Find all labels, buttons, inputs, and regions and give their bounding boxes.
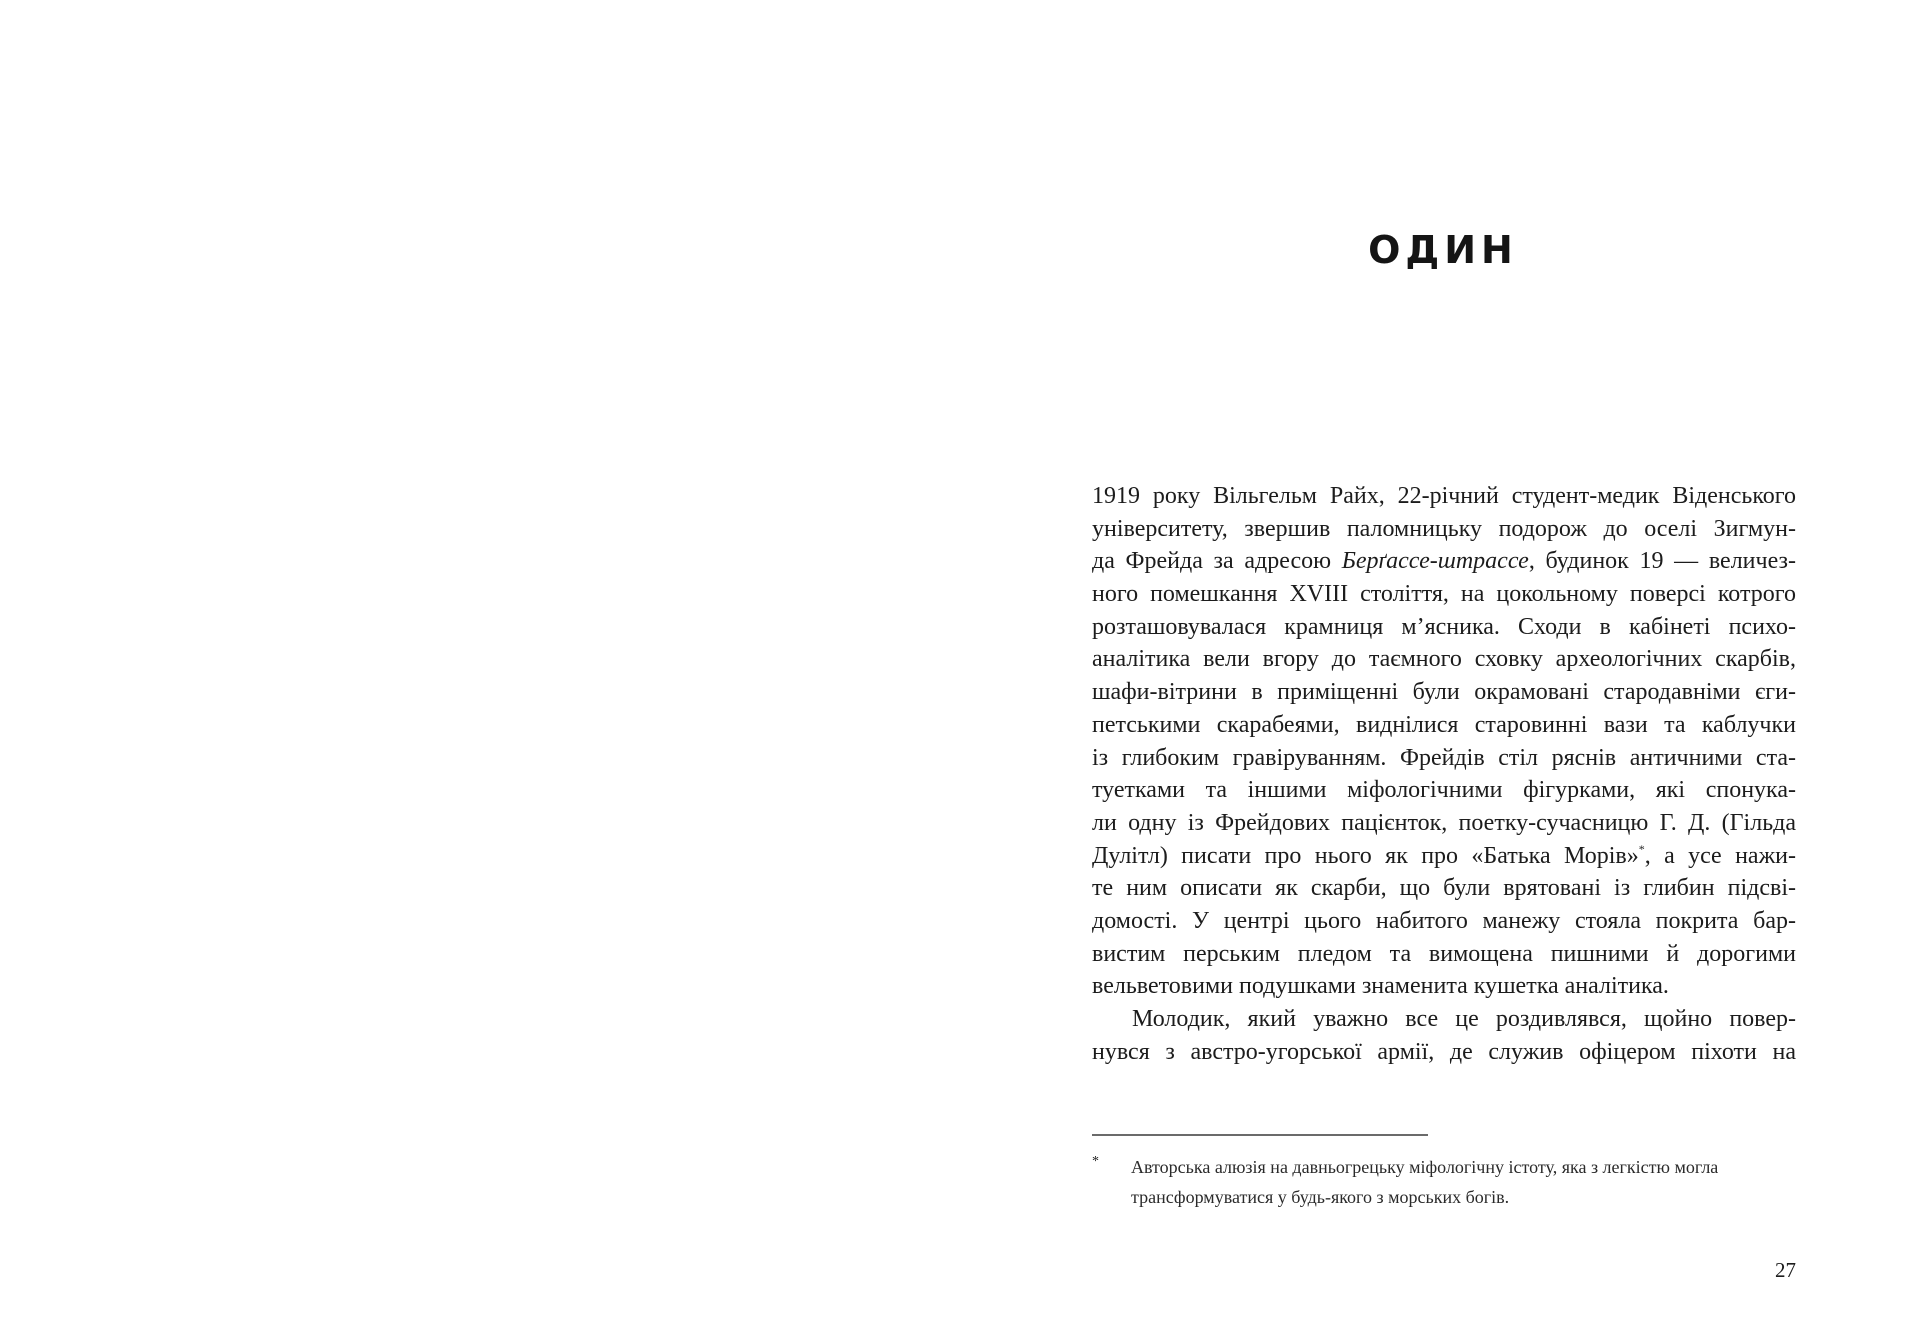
text-line: туетками та іншими міфологічними фігурками, які спонука- [1092,777,1796,804]
footnote-text: Авторська алюзія на давньогрецьку міфологічну істоту, яка з легкістю могла трансформуватися у будь-якого з морських богів. [1131,1157,1719,1207]
text-line: шафи-вітрини в приміщенні були окрамовані стародавніми єги- [1092,679,1796,706]
text-line: Молодик, який уважно все це роздивлявся, щойно повер- [1132,1006,1796,1032]
street-name-italic: Берґассе-штрассе [1341,548,1529,575]
text-line [1092,545,1796,578]
text-line: те ним описати як скарби, що були врятовані із глибин підсві- [1092,875,1796,902]
text-line: нувся з австро-угорської армії, де служив офіцером піхоти на [1092,1038,1796,1065]
text-segment: да Фрейда за адресою [1092,548,1342,575]
footnote-divider [1092,1134,1428,1136]
footnote-mark: * [1092,1154,1099,1169]
footnote-reference[interactable]: * [1638,841,1645,856]
body-text [1092,480,1796,1068]
text-line: 1919 року Вільгельм Райх, 22-річний студент-медик Віденського [1092,483,1796,509]
text-segment: , а усе нажи- [1644,842,1796,869]
chapter-title: ОДИН [1368,228,1518,272]
text-segment: , будинок 19 — величез- [1528,548,1797,575]
text-line: аналітика вели вгору до таємного сховку археологічних скарбів, [1092,646,1796,673]
text-line: домості. У центрі цього набитого манежу стояла покрита бар- [1092,907,1796,934]
text-line [1092,840,1796,873]
text-line: ли одну із Фрейдових пацієнток, поетку-сучасницю Г. Д. (Гільда [1092,809,1796,836]
page-number: 27 [1775,1258,1796,1282]
text-line: вистим перським пледом та вимощена пишними й дорогими [1092,940,1796,967]
text-line: університету, звершив паломницьку подорож до оселі Зигмун- [1092,515,1796,542]
text-line: розташовувалася крамниця м’ясника. Сходи в кабінеті психо- [1092,613,1796,640]
text-line: із глибоким гравіруванням. Фрейдів стіл ряснів античними ста- [1092,744,1796,771]
text-line: ного помешкання XVIII століття, на цокольному поверсі котрого [1092,581,1796,608]
text-line: вельветовими подушками знаменита кушетка аналітика. [1092,973,1669,1000]
text-line: петськими скарабеями, виднілися старовинні вази та каблучки [1092,711,1796,738]
text-segment: Дулітл) писати про нього як про «Батька Морів» [1092,842,1639,869]
